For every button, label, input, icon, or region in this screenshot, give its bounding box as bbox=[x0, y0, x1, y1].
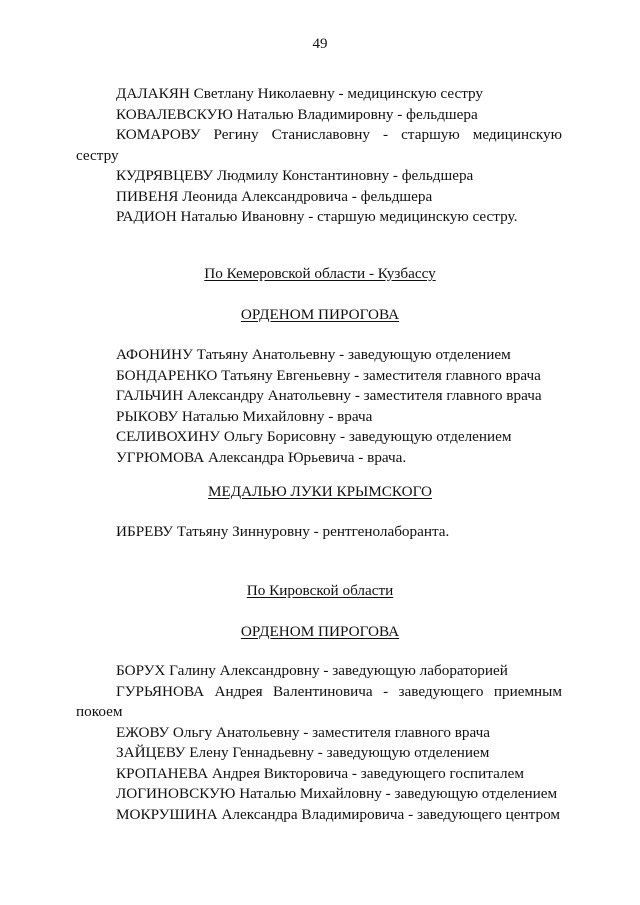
award-heading-pirogov-order: ОРДЕНОМ ПИРОГОВА bbox=[240, 306, 400, 323]
continued-award-list bbox=[76, 84, 562, 228]
list-item: РАДИОН Наталью Ивановну - старшую медицинскую сестру. bbox=[116, 208, 518, 225]
list-item: КУДРЯВЦЕВУ Людмилу Константиновну - фельдшера bbox=[116, 167, 474, 184]
region-heading-kirov: По Кировской области bbox=[246, 582, 394, 599]
list-item: КОВАЛЕВСКУЮ Наталью Владимировну - фельдшера bbox=[116, 105, 478, 123]
list-item: СЕЛИВОХИНУ Ольгу Борисовну - заведующую отделением bbox=[116, 428, 512, 445]
list-item: ЗАЙЦЕВУ Елену Геннадьевну - заведующую отделением bbox=[116, 744, 490, 761]
kirov-order-list bbox=[76, 661, 562, 825]
list-item: ДАЛАКЯН Светлану Николаевну - медицинскую сестру bbox=[116, 85, 483, 102]
list-item: ЛОГИНОВСКУЮ Наталью Михайловну - заведующую отделением bbox=[116, 785, 558, 802]
list-item: РЫКОВУ Наталью Михайловну - врача bbox=[116, 407, 373, 425]
list-item: МОКРУШИНА Александра Владимировича - заведующего центром bbox=[116, 805, 560, 823]
list-item: АФОНИНУ Татьяну Анатольевну - заведующую отделением bbox=[116, 346, 511, 363]
page-number: 49 bbox=[312, 36, 328, 52]
list-item: КОМАРОВУ Регину Станиславовну - старшую медицинскую bbox=[116, 126, 562, 143]
list-item: КРОПАНЕВА Андрея Викторовича - заведующего госпиталем bbox=[116, 764, 524, 782]
kemerovo-medal-list bbox=[76, 522, 562, 543]
list-item: ГУРЬЯНОВА Андрея Валентиновича - заведующего приемным bbox=[116, 682, 562, 700]
award-heading-luka-medal: МЕДАЛЬЮ ЛУКИ КРЫМСКОГО bbox=[207, 483, 433, 500]
region-heading-kemerovo: По Кемеровской области - Кузбассу bbox=[204, 265, 436, 282]
list-item: ПИВЕНЯ Леонида Александровича - фельдшера bbox=[116, 187, 433, 205]
list-item: ИБРЕВУ Татьяну Зиннуровну - рентгенолаборанта. bbox=[116, 523, 450, 540]
list-item: БОНДАРЕНКО Татьяну Евгеньевну - заместителя главного врача bbox=[116, 366, 541, 384]
list-item: ГАЛЬЧИН Александру Анатольевну - заместителя главного врача bbox=[116, 387, 542, 404]
list-item: БОРУХ Галину Александровну - заведующую лабораторией bbox=[116, 662, 508, 679]
award-heading-pirogov-order: ОРДЕНОМ ПИРОГОВА bbox=[240, 623, 400, 640]
kemerovo-order-list bbox=[76, 345, 562, 468]
list-item: ЕЖОВУ Ольгу Анатольевну - заместителя главного врача bbox=[116, 723, 490, 741]
list-item-continuation: сестру bbox=[76, 146, 119, 164]
list-item-continuation: покоем bbox=[76, 703, 123, 720]
list-item: УГРЮМОВА Александра Юрьевича - врача. bbox=[116, 448, 407, 466]
